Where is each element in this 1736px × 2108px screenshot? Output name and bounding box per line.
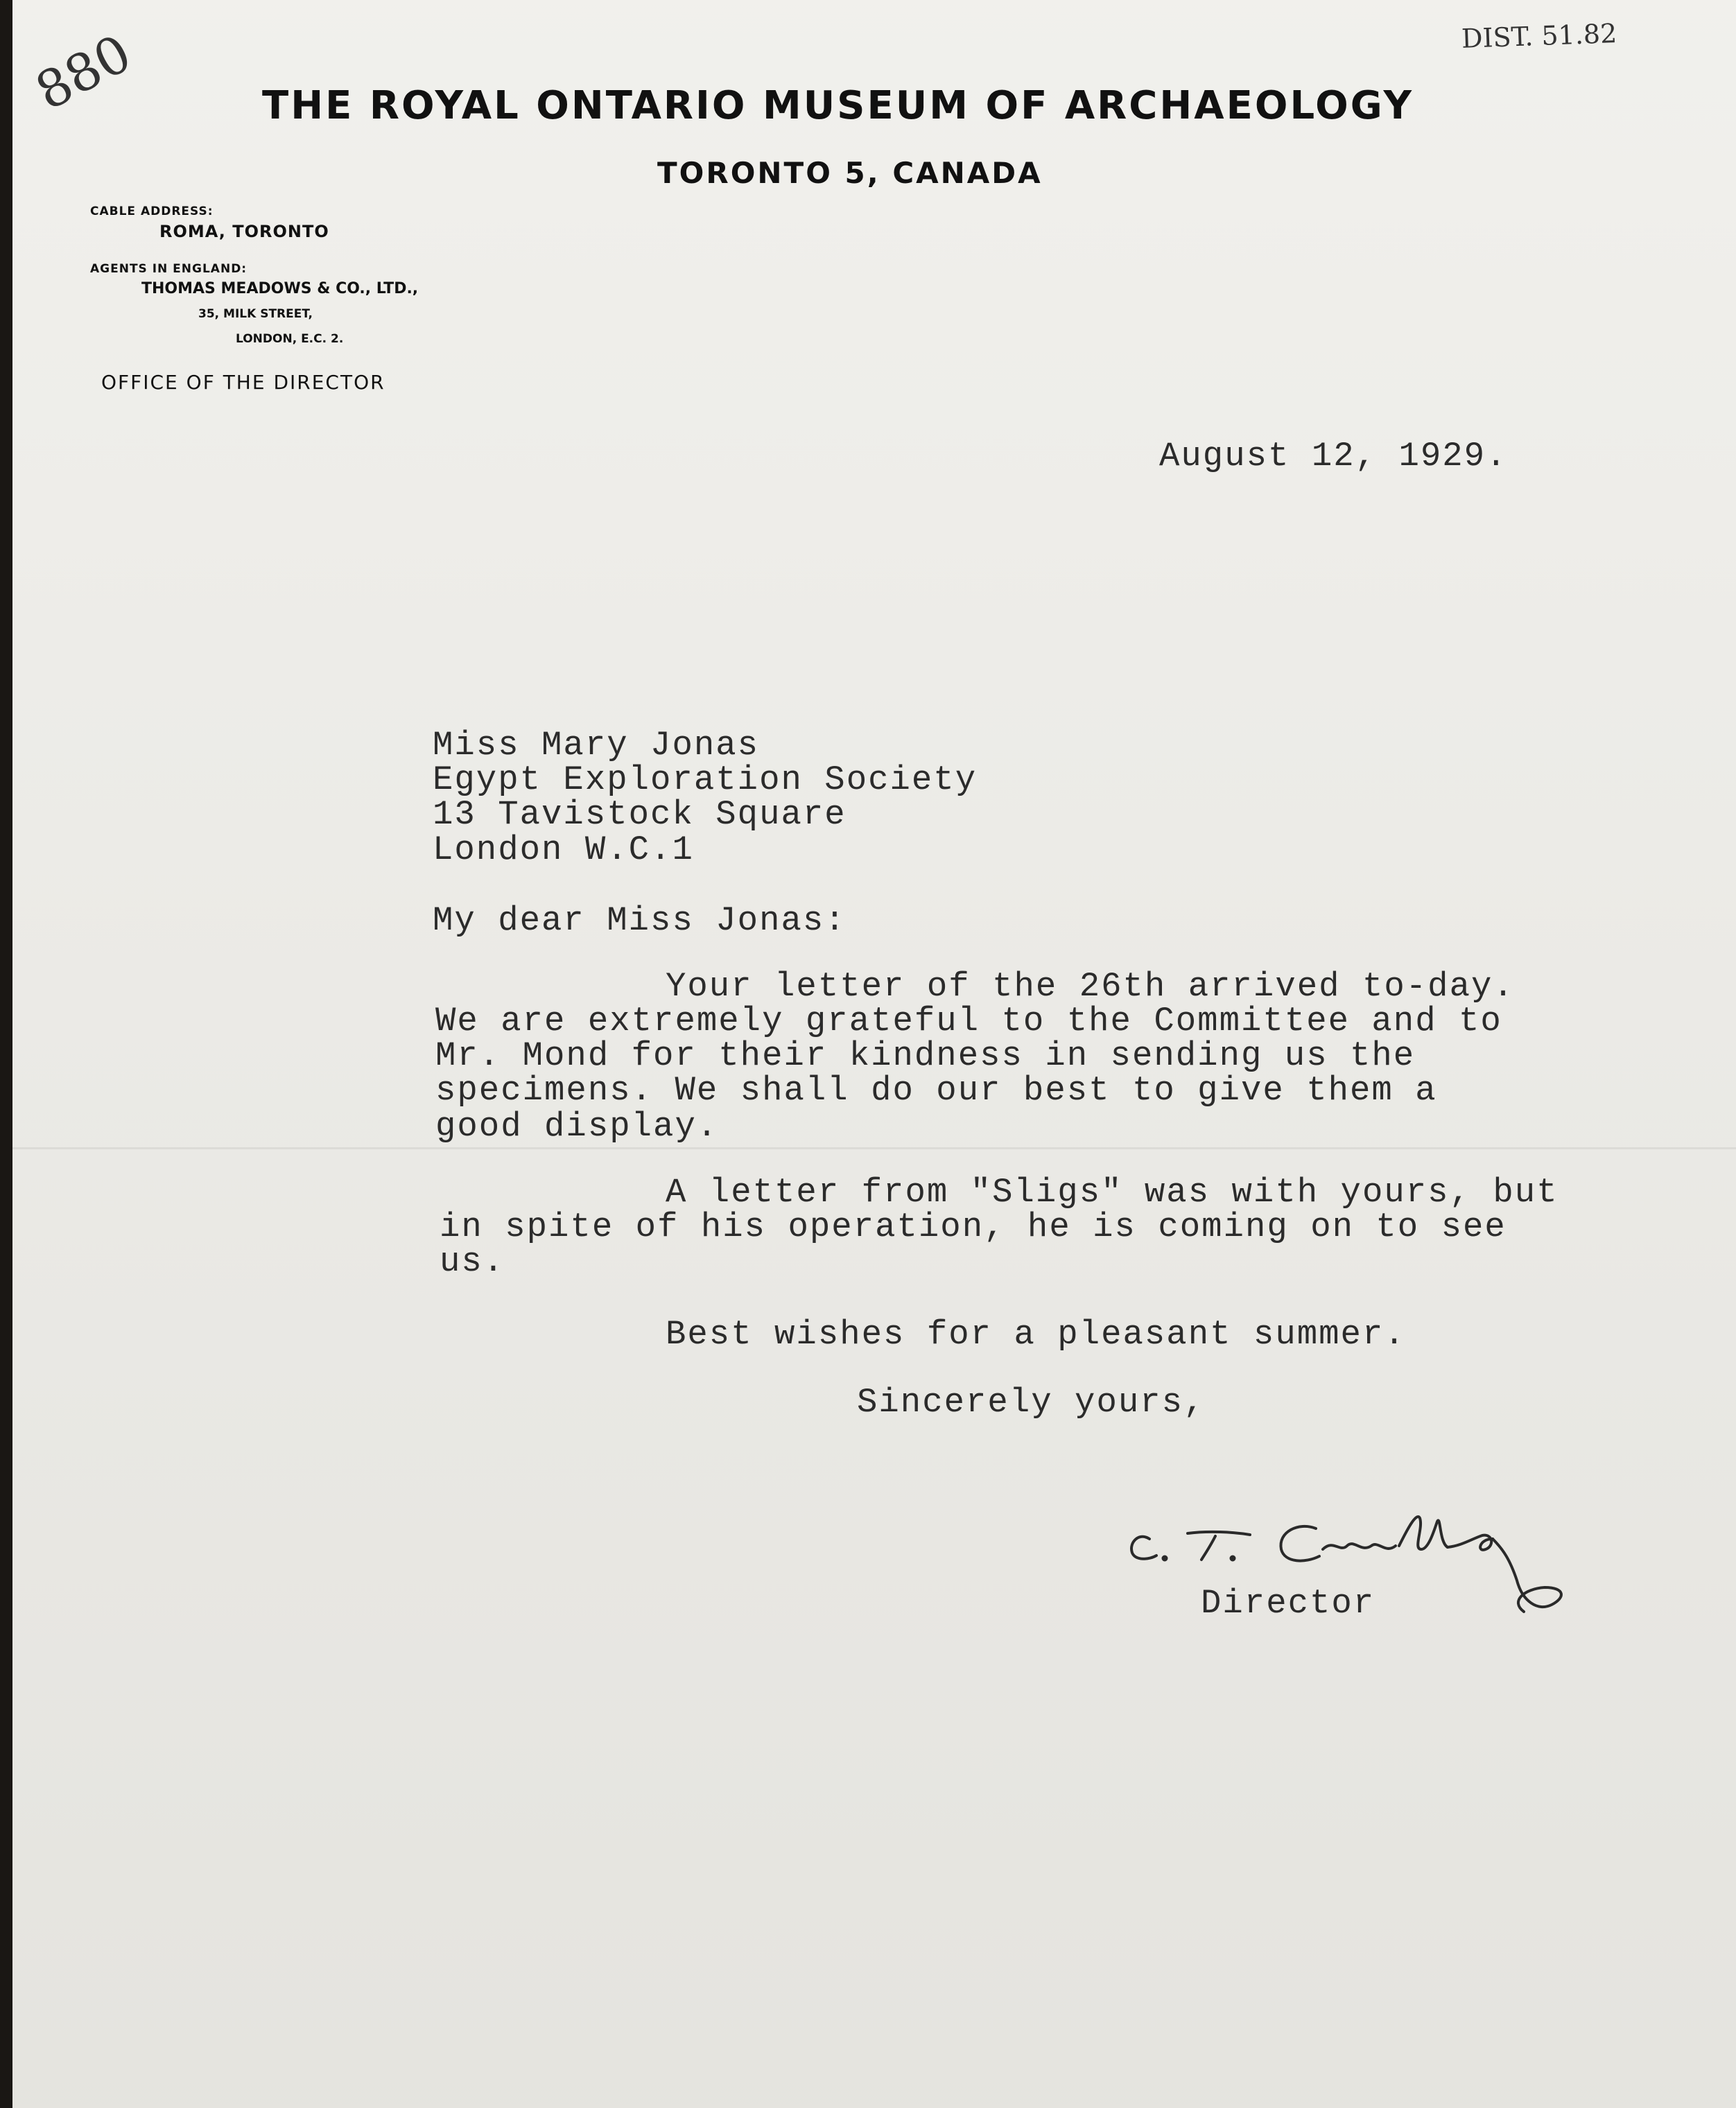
cable-label: CABLE ADDRESS: [90,204,214,218]
paragraph-2-line-2: in spite of his operation, he is coming on to see [440,1208,1507,1246]
recipient-line-4: London W.C.1 [433,830,694,869]
salutation: My dear Miss Jonas: [433,901,847,940]
agents-label: AGENTS IN ENGLAND: [90,262,248,276]
corner-number: 880 [26,23,141,122]
paragraph-2-line-3: us. [440,1242,505,1281]
paragraph-1-line-5: good display. [435,1107,719,1146]
paragraph-1-line-1: Your letter of the 26th arrived to-day. [666,967,1515,1006]
paper-fold [12,1147,1736,1149]
cable-value: ROMA, TORONTO [159,222,329,241]
agents-line-2: 35, MILK STREET, [198,307,313,321]
recipient-line-3: 13 Tavistock Square [433,795,847,834]
paragraph-1-line-3: Mr. Mond for their kindness in sending us the [435,1036,1416,1075]
agents-line-1: THOMAS MEADOWS & CO., LTD., [141,280,419,297]
letter-date: August 12, 1929. [1159,437,1508,476]
signature [1122,1490,1621,1650]
closing: Sincerely yours, [857,1383,1206,1422]
recipient-line-2: Egypt Exploration Society [433,760,978,799]
letter-sheet [12,0,1736,2108]
reference-number: DIST. 51.82 [1461,18,1617,54]
recipient-line-1: Miss Mary Jonas [433,726,760,765]
paragraph-1-line-4: specimens. We shall do our best to give them a [435,1071,1437,1110]
office-of-director: OFFICE OF THE DIRECTOR [101,371,385,394]
best-wishes: Best wishes for a pleasant summer. [666,1315,1406,1354]
agents-line-3: LONDON, E.C. 2. [236,332,344,346]
museum-name: THE ROYAL ONTARIO MUSEUM OF ARCHAEOLOGY [262,83,1414,128]
signer-title: Director [1201,1584,1375,1623]
paragraph-1-line-2: We are extremely grateful to the Committee and to [435,1002,1502,1040]
paragraph-2-line-1: A letter from "Sligs" was with yours, but [666,1173,1559,1212]
museum-city: TORONTO 5, CANADA [657,156,1043,190]
